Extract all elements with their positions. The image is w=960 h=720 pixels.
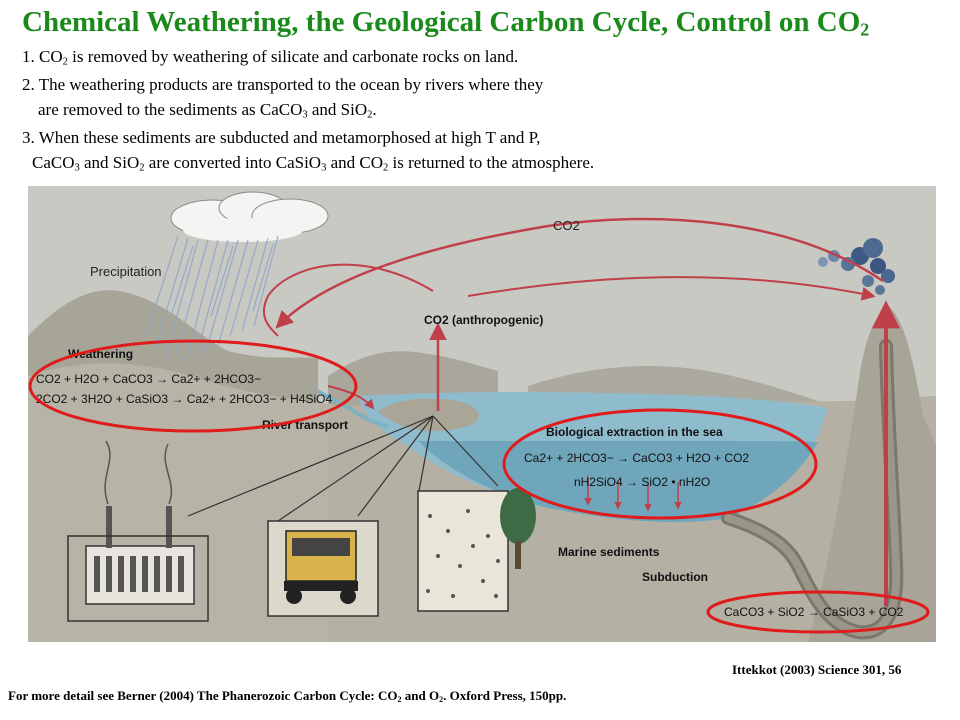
eq-bio-carbonate: Ca2+ + 2HCO3− → CaCO3 + H2O + CO2 <box>524 451 750 465</box>
bullet-2-line-2: are removed to the sediments as CaCO$_3$ and SiO$_2$. <box>38 100 377 121</box>
bullet-1: 1. $CO_2$ is removed by weathering of silicate and carbonate rocks on land. <box>22 47 519 68</box>
eq-subduction: CaCO3 + SiO2 → CaSiO3 + CO2 <box>724 605 904 619</box>
suv-vehicle <box>268 521 378 616</box>
carbon-cycle-diagram <box>28 186 936 642</box>
bullet-2-line-1: 2. The weathering products are transported to the ocean by rivers where they <box>22 75 544 94</box>
bullet-3-line-1: 3. When these sediments are subducted and metamorphosed at high T and P, <box>22 128 541 147</box>
label-co2-anthropogenic: CO2 (anthropogenic) <box>424 313 544 327</box>
label-co2-top: CO2 <box>553 218 580 233</box>
eq-weathering-silicate: 2CO2 + 3H2O + CaSiO3 → Ca2+ + 2HCO3− + H4SiO4 <box>36 392 333 406</box>
diagram-svg <box>28 186 936 642</box>
label-river-transport: River transport <box>262 418 349 432</box>
citation: Ittekkot (2003) Science 301, 56 <box>732 662 902 677</box>
label-marine-sediments: Marine sediments <box>558 545 660 559</box>
slide-title: Chemical Weathering, the Geological Carbon Cycle, Control on $CO_2$ <box>22 6 870 40</box>
eq-bio-silica: nH2SiO4 → SiO2 • nH2O <box>574 475 711 489</box>
label-bio-extraction: Biological extraction in the sea <box>546 425 723 439</box>
label-precipitation: Precipitation <box>90 264 162 279</box>
bullet-3-line-2: CaCO$_3$ and SiO$_2$ are converted into CaSiO$_3$ and $CO_2$ is returned to the atmosphere. <box>32 153 595 174</box>
eq-weathering-carbonate: CO2 + H2O + CaCO3 → Ca2+ + 2HCO3− <box>36 372 262 386</box>
soil-panel <box>418 491 508 611</box>
label-subduction: Subduction <box>642 570 708 584</box>
footer-note: For more detail see Berner (2004) The Phanerozoic Carbon Cycle: $CO_2$ and $O_2$. Oxford Press, 150pp. <box>8 688 567 704</box>
label-weathering: Weathering <box>68 347 134 361</box>
